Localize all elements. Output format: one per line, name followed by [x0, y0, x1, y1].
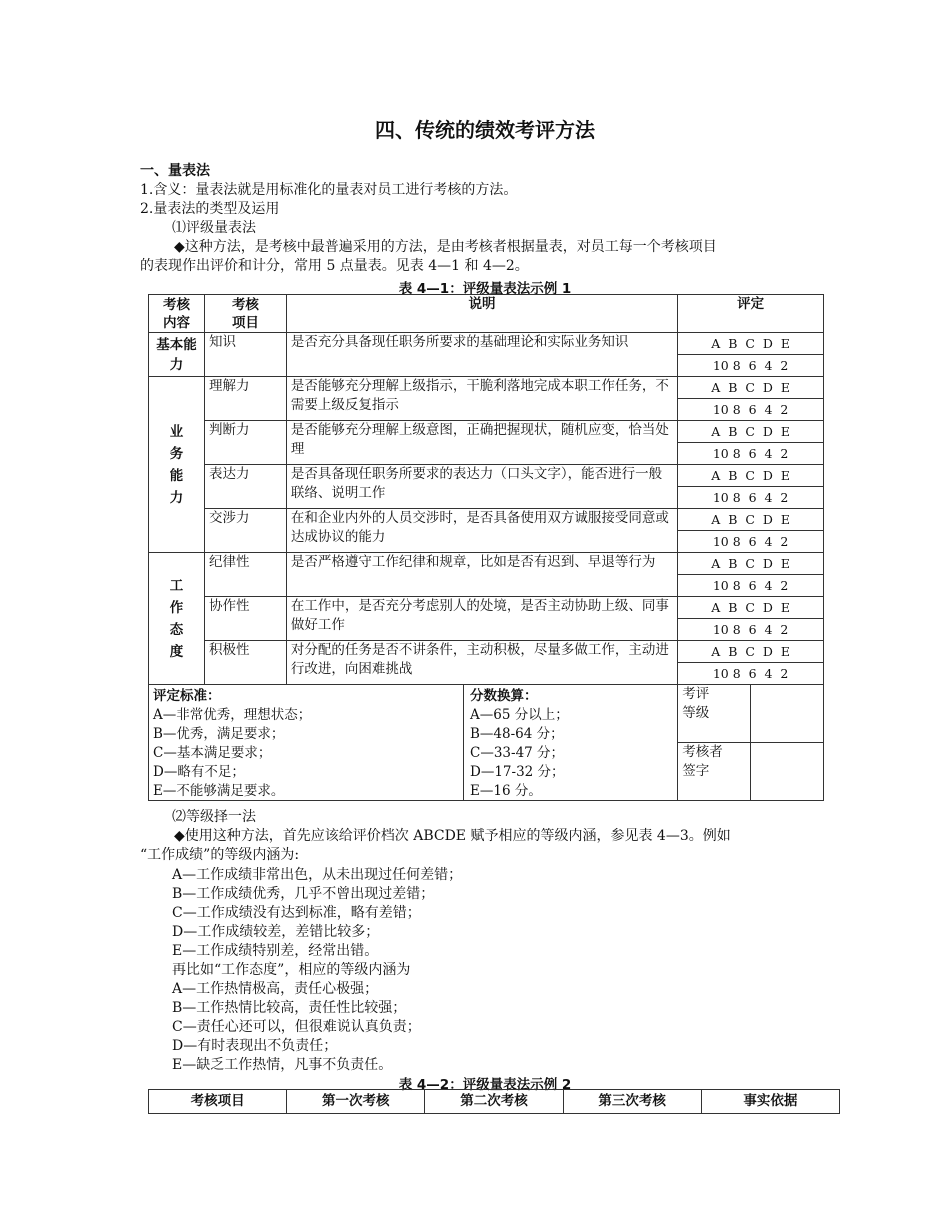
header-cell: 第三次考核 [563, 1090, 701, 1114]
grade-letters: A B C D E [678, 333, 824, 355]
grade-scores: 10 8 6 4 2 [678, 663, 824, 685]
description-cell: 在工作中，是否充分考虑别人的处境，是否主动协助上级、同事做好工作 [286, 597, 677, 641]
paragraph-line: ◆这种方法，是考核中最普遍采用的方法，是由考核者根据量表，对员工每一个考核项目 [174, 239, 717, 255]
standards-title: 评定标准： [153, 688, 221, 704]
rating-scale-table [148, 294, 824, 801]
description-cell: 是否能够充分理解上级指示，干脆利落地完成本职工作任务，不需要上级反复指示 [286, 377, 677, 421]
header-cell: 第一次考核 [287, 1090, 425, 1114]
paragraph-line: D—有时表现出不负责任； [172, 1038, 338, 1054]
section-heading: 一、量表法 [140, 163, 210, 179]
conversion-item: A—65 分以上； [470, 707, 569, 723]
paragraph-line: B—工作成绩优秀，几乎不曾出现过差错； [172, 886, 435, 902]
grade-letters: A B C D E [678, 553, 824, 575]
header-cell: 事实依据 [701, 1090, 839, 1114]
item-cell: 判断力 [204, 421, 286, 465]
grade-scores: 10 8 6 4 2 [678, 399, 824, 421]
paragraph-line: C—工作成绩没有达到标准，略有差错； [172, 905, 421, 921]
standard-item: C—基本满足要求； [153, 745, 272, 761]
standard-item: B—优秀，满足要求； [153, 726, 285, 742]
paragraph-line: ◆使用这种方法，首先应该给评价档次 ABCDE 赋予相应的等级内涵，参见表 4—3。例如 [174, 828, 731, 844]
paragraph-line: E—缺乏工作热情，凡事不负责任。 [172, 1057, 393, 1073]
table-caption: 表 4—1：评级量表法示例 1 [398, 281, 572, 297]
standard-item: D—略有不足； [153, 764, 245, 780]
paragraph-line: ⑵等级择一法 [172, 809, 256, 825]
header-content: 考核内容 [149, 295, 205, 333]
category-cell: 工作态度 [149, 553, 205, 685]
grade-letters: A B C D E [678, 509, 824, 531]
header-rating: 评定 [678, 295, 824, 333]
standards-block [149, 685, 464, 800]
description-cell: 是否严格遵守工作纪律和规章，比如是否有迟到、早退等行为 [286, 553, 677, 597]
paragraph-line: 1.含义：量表法就是用标准化的量表对员工进行考核的方法。 [140, 182, 518, 198]
conversion-item: B—48-64 分； [470, 726, 564, 742]
item-cell: 积极性 [204, 641, 286, 685]
description-cell: 对分配的任务是否不讲条件，主动积极，尽量多做工作，主动进行改进，向困难挑战 [286, 641, 677, 685]
paragraph-line: 2.量表法的类型及运用 [140, 201, 280, 217]
header-cell: 第二次考核 [425, 1090, 563, 1114]
conversion-block [464, 685, 677, 800]
paragraph-line: D—工作成绩较差，差错比较多； [172, 924, 380, 940]
header-item: 考核项目 [204, 295, 286, 333]
item-cell: 协作性 [204, 597, 286, 641]
grade-letters: A B C D E [678, 421, 824, 443]
conversion-item: E—16 分。 [470, 783, 542, 799]
signer-label-cell: 考核者签字 [678, 743, 751, 801]
standard-item: E—不能够满足要求。 [153, 783, 285, 799]
item-cell: 纪律性 [204, 553, 286, 597]
rating-scale-table-2 [148, 1089, 840, 1114]
grade-letters: A B C D E [678, 597, 824, 619]
grade-scores: 10 8 6 4 2 [678, 443, 824, 465]
grade-label-cell: 考评等级 [678, 685, 751, 743]
grade-letters: A B C D E [678, 377, 824, 399]
header-description: 说明 [286, 295, 677, 333]
paragraph-line: E—工作成绩特别差，经常出错。 [172, 943, 379, 959]
paragraph-line: C—责任心还可以，但很难说认真负责； [172, 1019, 421, 1035]
paragraph-line: A—工作成绩非常出色，从未出现过任何差错； [172, 867, 463, 883]
header-cell: 考核项目 [149, 1090, 287, 1114]
signer-value-cell[interactable] [751, 743, 824, 801]
category-cell: 业务能力 [149, 377, 205, 553]
item-cell: 交涉力 [204, 509, 286, 553]
grade-letters: A B C D E [678, 641, 824, 663]
item-cell: 知识 [204, 333, 286, 377]
paragraph-line: ⑴评级量表法 [172, 220, 256, 236]
conversion-item: D—17-32 分； [470, 764, 565, 780]
description-cell: 是否充分具备现任职务所要求的基础理论和实际业务知识 [286, 333, 677, 377]
conversion-item: C—33-47 分； [470, 745, 565, 761]
grade-scores: 10 8 6 4 2 [678, 575, 824, 597]
description-cell: 是否能够充分理解上级意图，正确把握现状，随机应变，恰当处理 [286, 421, 677, 465]
footer-standards-conversion [149, 685, 678, 801]
grade-scores: 10 8 6 4 2 [678, 531, 824, 553]
description-cell: 在和企业内外的人员交涉时，是否具备使用双方诚服接受同意或达成协议的能力 [286, 509, 677, 553]
item-cell: 理解力 [204, 377, 286, 421]
description-cell: 是否具备现任职务所要求的表达力（口头文字），能否进行一般联络、说明工作 [286, 465, 677, 509]
paragraph-line: A—工作热情极高，责任心极强； [172, 981, 379, 997]
paragraph-line: 的表现作出评价和计分，常用 5 点量表。见表 4—1 和 4—2。 [140, 258, 529, 274]
paragraph-line: “工作成绩”的等级内涵为: [140, 847, 300, 863]
standard-item: A—非常优秀，理想状态； [153, 707, 312, 723]
paragraph-line: B—工作热情比较高，责任性比较强； [172, 1000, 407, 1016]
category-cell: 基本能力 [149, 333, 205, 377]
grade-letters: A B C D E [678, 465, 824, 487]
grade-value-cell[interactable] [751, 685, 824, 743]
conversion-title: 分数换算： [470, 688, 538, 704]
grade-scores: 10 8 6 4 2 [678, 355, 824, 377]
page-title: 四、传统的绩效考评方法 [375, 118, 595, 142]
paragraph-line: 再比如“工作态度”，相应的等级内涵为 [172, 962, 411, 978]
table-caption: 表 4—2：评级量表法示例 2 [398, 1077, 572, 1093]
grade-scores: 10 8 6 4 2 [678, 619, 824, 641]
item-cell: 表达力 [204, 465, 286, 509]
grade-scores: 10 8 6 4 2 [678, 487, 824, 509]
